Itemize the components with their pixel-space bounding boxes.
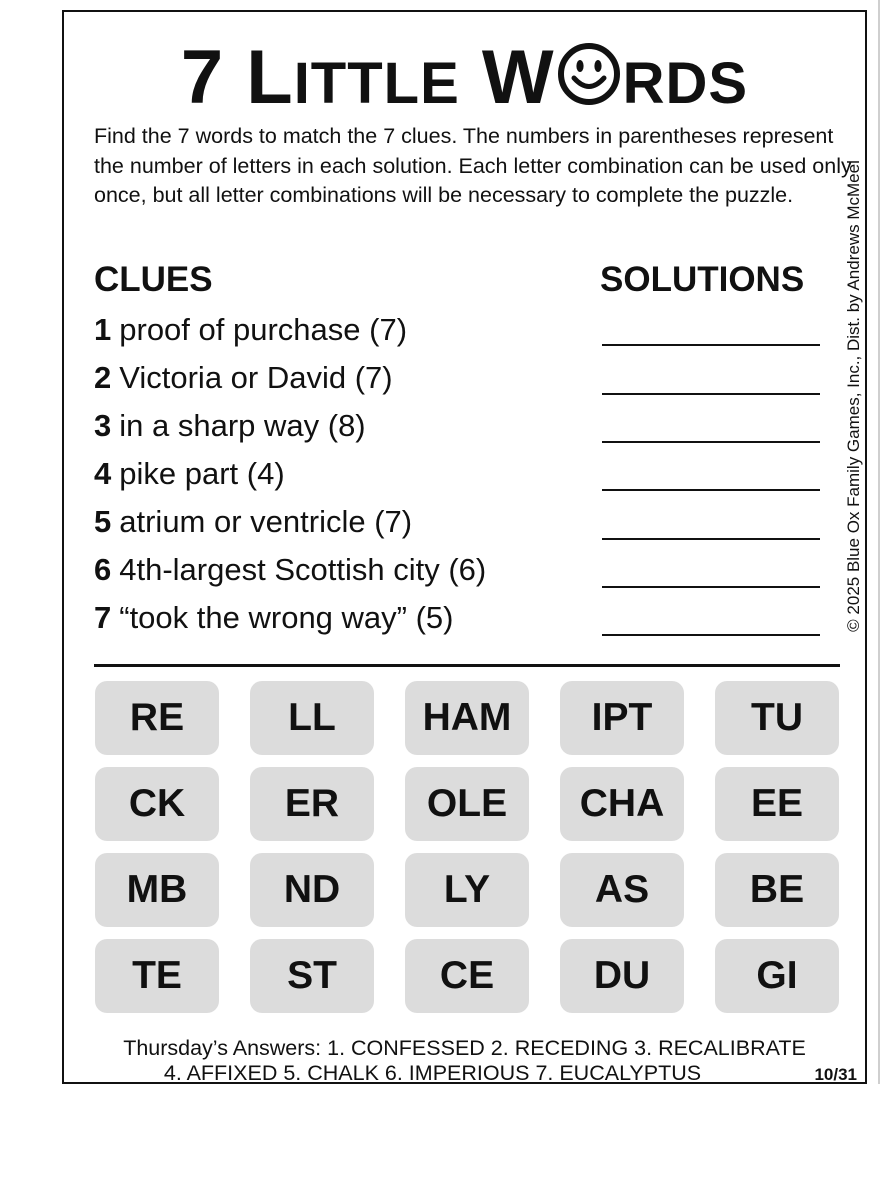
letter-tile[interactable]: IPT bbox=[560, 681, 684, 755]
smiley-face-icon bbox=[556, 41, 622, 107]
clue-text: Victoria or David (7) bbox=[119, 360, 393, 395]
clue-number: 6 bbox=[94, 552, 112, 587]
letter-tile[interactable]: ER bbox=[250, 767, 374, 841]
letter-tile[interactable]: TU bbox=[715, 681, 839, 755]
letter-tile[interactable]: DU bbox=[560, 939, 684, 1013]
clue-4 bbox=[94, 456, 285, 492]
clue-number: 2 bbox=[94, 360, 112, 395]
solution-blank-3[interactable] bbox=[602, 441, 820, 443]
letter-tile[interactable]: HAM bbox=[405, 681, 529, 755]
clue-number: 5 bbox=[94, 504, 112, 539]
puzzle-title bbox=[64, 35, 865, 124]
title-part-1: 7 L bbox=[180, 35, 294, 120]
solution-blank-6[interactable] bbox=[602, 586, 820, 588]
clue-text: “took the wrong way” (5) bbox=[119, 600, 454, 635]
clue-text: pike part (4) bbox=[119, 456, 285, 491]
letter-tile[interactable]: GI bbox=[715, 939, 839, 1013]
clue-text: 4th-largest Scottish city (6) bbox=[119, 552, 487, 587]
title-part-3: W bbox=[459, 35, 555, 120]
answers-line-1: Thursday’s Answers: 1. CONFESSED 2. RECEDING 3. RECALIBRATE bbox=[123, 1036, 806, 1060]
clues-header: CLUES bbox=[94, 260, 213, 299]
clue-2 bbox=[94, 360, 393, 396]
clue-3 bbox=[94, 408, 366, 444]
puzzle-date: 10/31 bbox=[814, 1065, 857, 1084]
instructions-text: Find the 7 words to match the 7 clues. The numbers in parentheses represent the number of letters in each solution. Each letter combination can be used only once, but all letter combinations will be necessary to complete the puzzle. bbox=[94, 124, 852, 207]
title-part-4: RDS bbox=[622, 51, 749, 116]
answers-line-2: 4. AFFIXED 5. CHALK 6. IMPERIOUS 7. EUCALYPTUS bbox=[163, 1061, 702, 1085]
letter-tile[interactable]: OLE bbox=[405, 767, 529, 841]
puzzle-frame bbox=[62, 10, 867, 1084]
clue-6 bbox=[94, 552, 486, 588]
clue-number: 3 bbox=[94, 408, 112, 443]
clue-number: 7 bbox=[94, 600, 112, 635]
title-part-2: ITTLE bbox=[293, 51, 460, 116]
clue-1 bbox=[94, 312, 407, 348]
solution-blank-7[interactable] bbox=[602, 634, 820, 636]
divider-rule bbox=[94, 664, 840, 667]
letter-tile[interactable]: ST bbox=[250, 939, 374, 1013]
letter-tile[interactable]: TE bbox=[95, 939, 219, 1013]
letter-tile[interactable]: ND bbox=[250, 853, 374, 927]
clue-text: atrium or ventricle (7) bbox=[119, 504, 413, 539]
copyright-notice: © 2025 Blue Ox Family Games, Inc., Dist. by Andrews McMeel bbox=[844, 160, 863, 632]
letter-tile[interactable]: RE bbox=[95, 681, 219, 755]
page-edge-line bbox=[878, 0, 880, 1084]
letter-tile[interactable]: LY bbox=[405, 853, 529, 927]
solution-blank-2[interactable] bbox=[602, 393, 820, 395]
previous-answers bbox=[64, 1036, 865, 1086]
clue-5 bbox=[94, 504, 412, 540]
clue-text: proof of purchase (7) bbox=[119, 312, 408, 347]
letter-tile[interactable]: MB bbox=[95, 853, 219, 927]
clue-number: 1 bbox=[94, 312, 112, 347]
letter-tile[interactable]: BE bbox=[715, 853, 839, 927]
letter-tile[interactable]: CK bbox=[95, 767, 219, 841]
clue-7 bbox=[94, 600, 453, 636]
clue-number: 4 bbox=[94, 456, 112, 491]
solutions-header: SOLUTIONS bbox=[600, 260, 805, 299]
letter-tile[interactable]: LL bbox=[250, 681, 374, 755]
clue-text: in a sharp way (8) bbox=[119, 408, 366, 443]
letter-tile[interactable]: AS bbox=[560, 853, 684, 927]
solution-blank-5[interactable] bbox=[602, 538, 820, 540]
letter-tile[interactable]: EE bbox=[715, 767, 839, 841]
solution-blank-1[interactable] bbox=[602, 344, 820, 346]
solution-blank-4[interactable] bbox=[602, 489, 820, 491]
letter-tile[interactable]: CE bbox=[405, 939, 529, 1013]
letter-tile[interactable]: CHA bbox=[560, 767, 684, 841]
